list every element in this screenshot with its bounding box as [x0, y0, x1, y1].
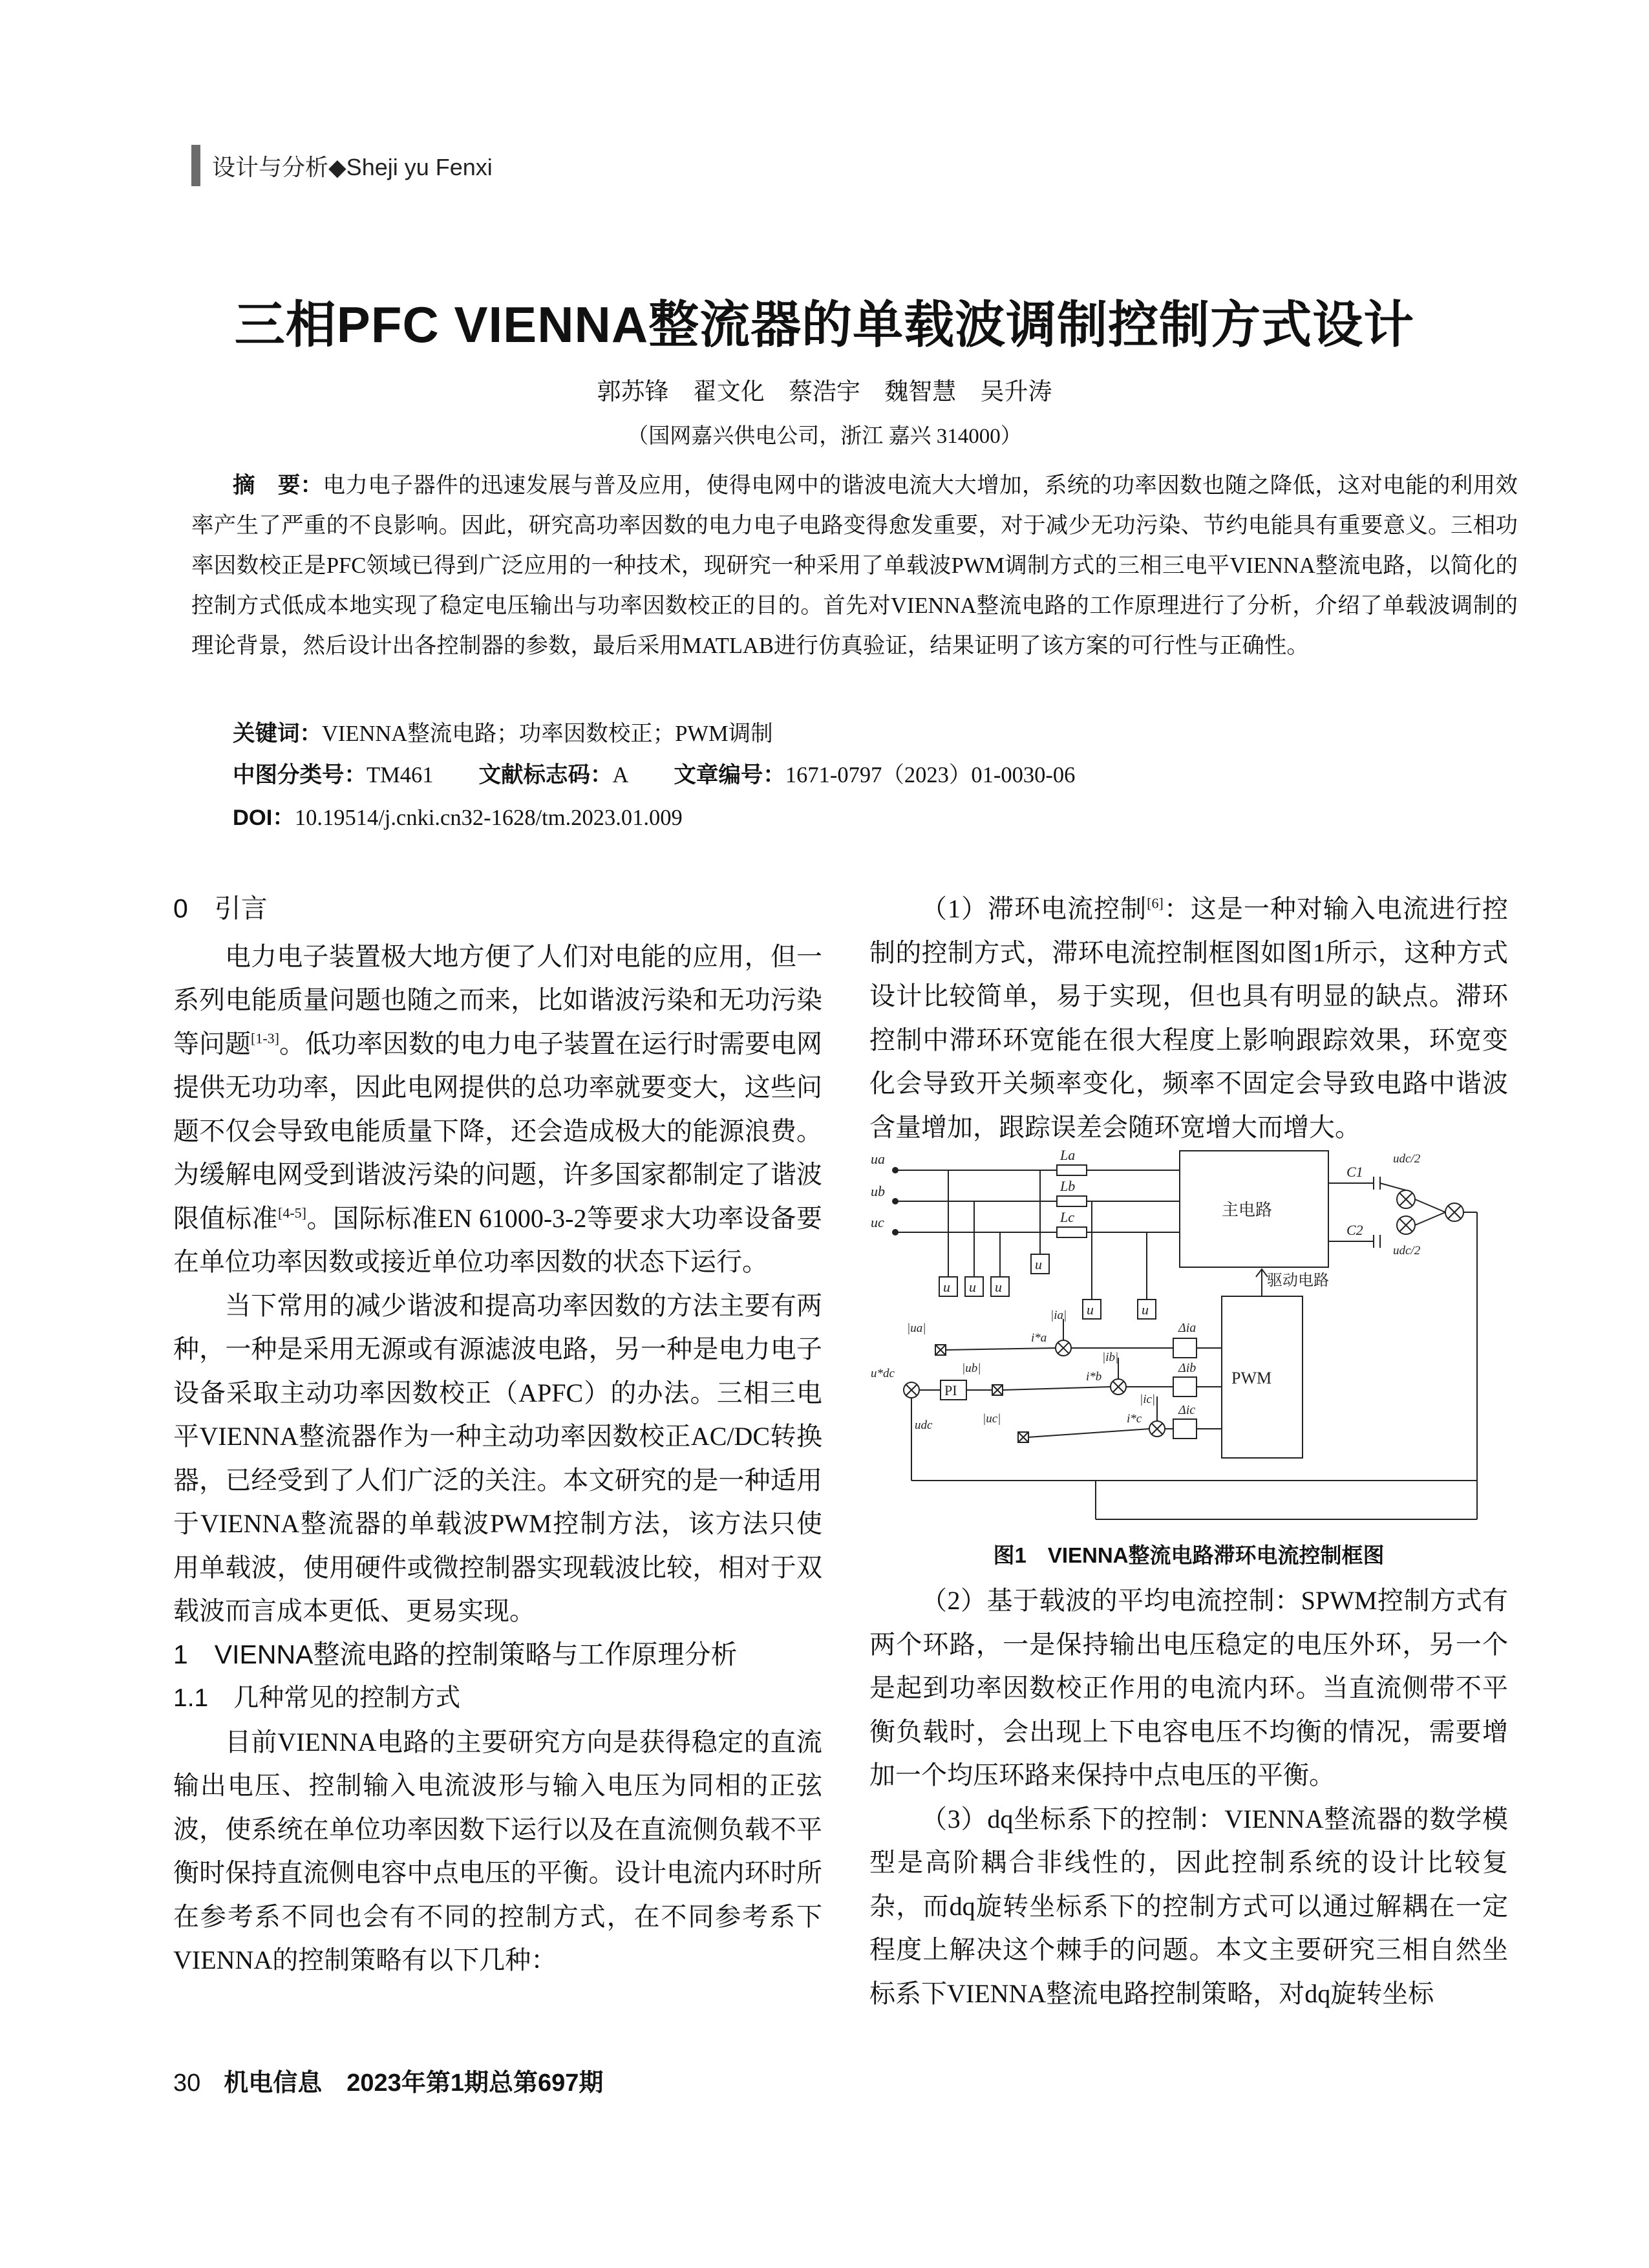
u-box-2: u — [969, 1279, 976, 1295]
classification — [233, 756, 1075, 789]
label-abs-ib: |ib| — [1102, 1351, 1119, 1364]
label-abs-ia: |ia| — [1050, 1309, 1067, 1322]
doi-label: DOI： — [233, 806, 295, 830]
figure-1-block-diagram — [869, 1144, 1508, 1532]
u-box-1: u — [943, 1279, 950, 1295]
section-1-1-paragraph: 目前VIENNA电路的主要研究方向是获得稳定的直流输出电压、控制输入电流波形与输入电压为同相的正弦波，使系统在单位功率因数下运行以及在直流侧负载不平衡时保持直流侧电容中点电压的平衡。设计电流内环时所在参考系不同也会有不同的控制方式，在不同参考系下VIENNA的控制策略有以下几种： — [173, 1727, 822, 1974]
keywords-text: VIENNA整流电路；功率因数校正；PWM调制 — [322, 722, 773, 746]
header-bar — [191, 145, 200, 186]
article-no-label: 文章编号： — [674, 763, 785, 787]
citation-6: [6] — [1147, 895, 1164, 912]
label-ia-ref: i*a — [1031, 1331, 1047, 1345]
p1-part-b: 。低功率因数的电力电子装置在运行时需要电网提供无功功率，因此电网提供的总功率就要变大，这些问题不仅会导致电能质量下降，还会造成极大的能源浪费。为缓解电网受到谐波污染的问题，许多国家都制定了谐波限值标准 — [173, 1029, 823, 1233]
hysteresis-paragraph — [869, 887, 1508, 1149]
clc-value: TM461 — [367, 763, 434, 787]
abstract-label: 摘 要： — [233, 473, 323, 498]
authors: 郭苏锋 翟文化 蔡浩宇 魏智慧 吴升涛 — [597, 379, 1052, 405]
section-1-1-heading: 1.1 几种常见的控制方式 — [173, 1684, 461, 1712]
u-box-5: u — [1087, 1301, 1094, 1318]
keywords-label: 关键词： — [233, 722, 322, 746]
pi-label: PI — [944, 1382, 957, 1398]
drive-circuit-label: 驱动电路 — [1267, 1272, 1329, 1289]
p4-part-a: （1）滞环电流控制 — [921, 894, 1147, 923]
affiliation: （国网嘉兴供电公司，浙江 嘉兴 314000） — [627, 425, 1022, 448]
label-ib-ref: i*b — [1086, 1370, 1102, 1384]
label-delta-ib: Δib — [1178, 1361, 1197, 1375]
doc-code-label: 文献标志码： — [478, 763, 613, 787]
pwm-label: PWM — [1231, 1369, 1272, 1387]
label-delta-ia: Δia — [1178, 1321, 1197, 1335]
label-ua: ua — [871, 1151, 885, 1167]
label-abs-ub: |ub| — [962, 1362, 981, 1375]
label-udc-ref: u*dc — [871, 1367, 895, 1380]
right-column-upper — [869, 887, 1508, 1149]
abstract — [191, 465, 1518, 666]
label-La: La — [1060, 1147, 1076, 1163]
label-uc: uc — [871, 1214, 884, 1230]
page-number: 30 — [173, 2070, 201, 2097]
intro-paragraph-1 — [173, 935, 822, 1284]
doi-value: 10.19514/j.cnki.cn32-1628/tm.2023.01.009 — [294, 806, 683, 830]
label-udc-half-1: udc/2 — [1393, 1152, 1421, 1166]
u-box-6: u — [1142, 1301, 1149, 1318]
journal-issue: 机电信息 2023年第1期总第697期 — [224, 2070, 604, 2097]
article-no-value: 1671-0797（2023）01-0030-06 — [785, 763, 1076, 787]
citation-1-3: [1-3] — [251, 1030, 279, 1047]
section-0-heading: 0 引言 — [173, 893, 268, 923]
label-Lb: Lb — [1060, 1178, 1076, 1194]
label-ic-ref: i*c — [1127, 1412, 1142, 1426]
intro-paragraph-2: 当下常用的减少谐波和提高功率因数的方法主要有两种，一种是采用无源或有源滤波电路，另一种是电力电子设备采取主动功率因数校正（APFC）的办法。三相三电平VIENNA整流器作为一种主动功率因数校正AC/DC转换器，已经受到了人们广泛的关注。本文研究的是一种适用于VIENNA整流器的单载波PWM控制方法，该方法只使用单载波，使用硬件或微控制器实现载波比较，相对于双载波而言成本更低、更易实现。 — [173, 1290, 822, 1625]
p1-part-c: 。国际标准EN 61000-3-2等要求大功率设备要在单位功率因数或接近单位功率因数的状态下运行。 — [173, 1203, 822, 1276]
figure-1-caption: 图1 VIENNA整流电路滞环电流控制框图 — [993, 1543, 1385, 1567]
u-box-4: u — [1035, 1256, 1042, 1272]
running-header — [191, 144, 493, 187]
left-column — [173, 887, 822, 1982]
label-C1: C1 — [1346, 1164, 1363, 1180]
carrier-control-paragraph: （2）基于载波的平均电流控制：SPWM控制方式有两个环路，一是保持输出电压稳定的电压外环，另一个是起到功率因数校正作用的电流内环。当直流侧带不平衡负载时，会出现上下电容电压不均衡的情况，需要增加一个均压环路来保持中点电压的平衡。 — [869, 1586, 1508, 1790]
label-abs-ua: |ua| — [907, 1321, 926, 1335]
doc-code-value: A — [612, 763, 629, 787]
paper-title: 三相PFC VIENNA整流器的单载波调制控制方式设计 — [234, 296, 1415, 353]
doi — [233, 799, 683, 831]
label-ub: ub — [871, 1183, 885, 1199]
keywords — [233, 715, 773, 747]
running-title: 设计与分析◆Sheji yu Fenxi — [212, 153, 493, 180]
label-udc-half-2: udc/2 — [1393, 1244, 1421, 1257]
main-circuit-label: 主电路 — [1222, 1200, 1273, 1219]
label-delta-ic: Δic — [1178, 1403, 1196, 1417]
u-box-3: u — [995, 1279, 1002, 1295]
right-column-lower — [869, 1579, 1508, 2015]
citation-4-5: [4-5] — [278, 1204, 306, 1221]
abstract-text: 电力电子器件的迅速发展与普及应用，使得电网中的谐波电流大大增加，系统的功率因数也随之降低，这对电能的利用效率产生了严重的不良影响。因此，研究高功率因数的电力电子电路变得愈发重要，对于减少无功污染、节约电能具有重要意义。三相功率因数校正是PFC领域已得到广泛应用的一种技术，现研究一种采用了单载波PWM调制方式的三相三电平VIENNA整流电路，以简化的控制方式低成本地实现了稳定电压输出与功率因数校正的目的。首先对VIENNA整流电路的工作原理进行了分析，介绍了单载波调制的理论背景，然后设计出各控制器的参数，最后采用MATLAB进行仿真验证，结果证明了该方案的可行性与正确性。 — [191, 473, 1518, 658]
dq-control-paragraph: （3）dq坐标系下的控制：VIENNA整流器的数学模型是高阶耦合非线性的，因此控制系统的设计比较复杂，而dq旋转坐标系下的控制方式可以通过解耦在一定程度上解决这个棘手的问题。本文主要研究三相自然坐标系下VIENNA整流电路控制策略，对dq旋转坐标 — [869, 1804, 1508, 2008]
page-footer — [173, 2062, 603, 2098]
label-abs-uc: |uc| — [983, 1412, 1001, 1426]
label-Lc: Lc — [1060, 1209, 1074, 1225]
label-abs-ic: |ic| — [1140, 1393, 1156, 1406]
section-1-heading: 1 VIENNA整流电路的控制策略与工作原理分析 — [173, 1639, 738, 1669]
label-udc: udc — [915, 1418, 933, 1432]
clc-label: 中图分类号： — [233, 763, 367, 787]
p1-part-a: 电力电子装置极大地方便了人们对电能的应用，但一系列电能质量问题也随之而来，比如谐波污染和无功污染等问题 — [173, 941, 822, 1058]
p4-part-b: ：这是一种对输入电流进行控制的控制方式，滞环电流控制框图如图1所示，这种方式设计比较简单，易于实现，但也具有明显的缺点。滞环控制中滞环环宽能在很大程度上影响跟踪效果，环宽变化会导致开关频率变化，频率不固定会导致电路中谐波含量增加，跟踪误差会随环宽增大而增大。 — [869, 894, 1508, 1142]
label-C2: C2 — [1346, 1222, 1363, 1238]
